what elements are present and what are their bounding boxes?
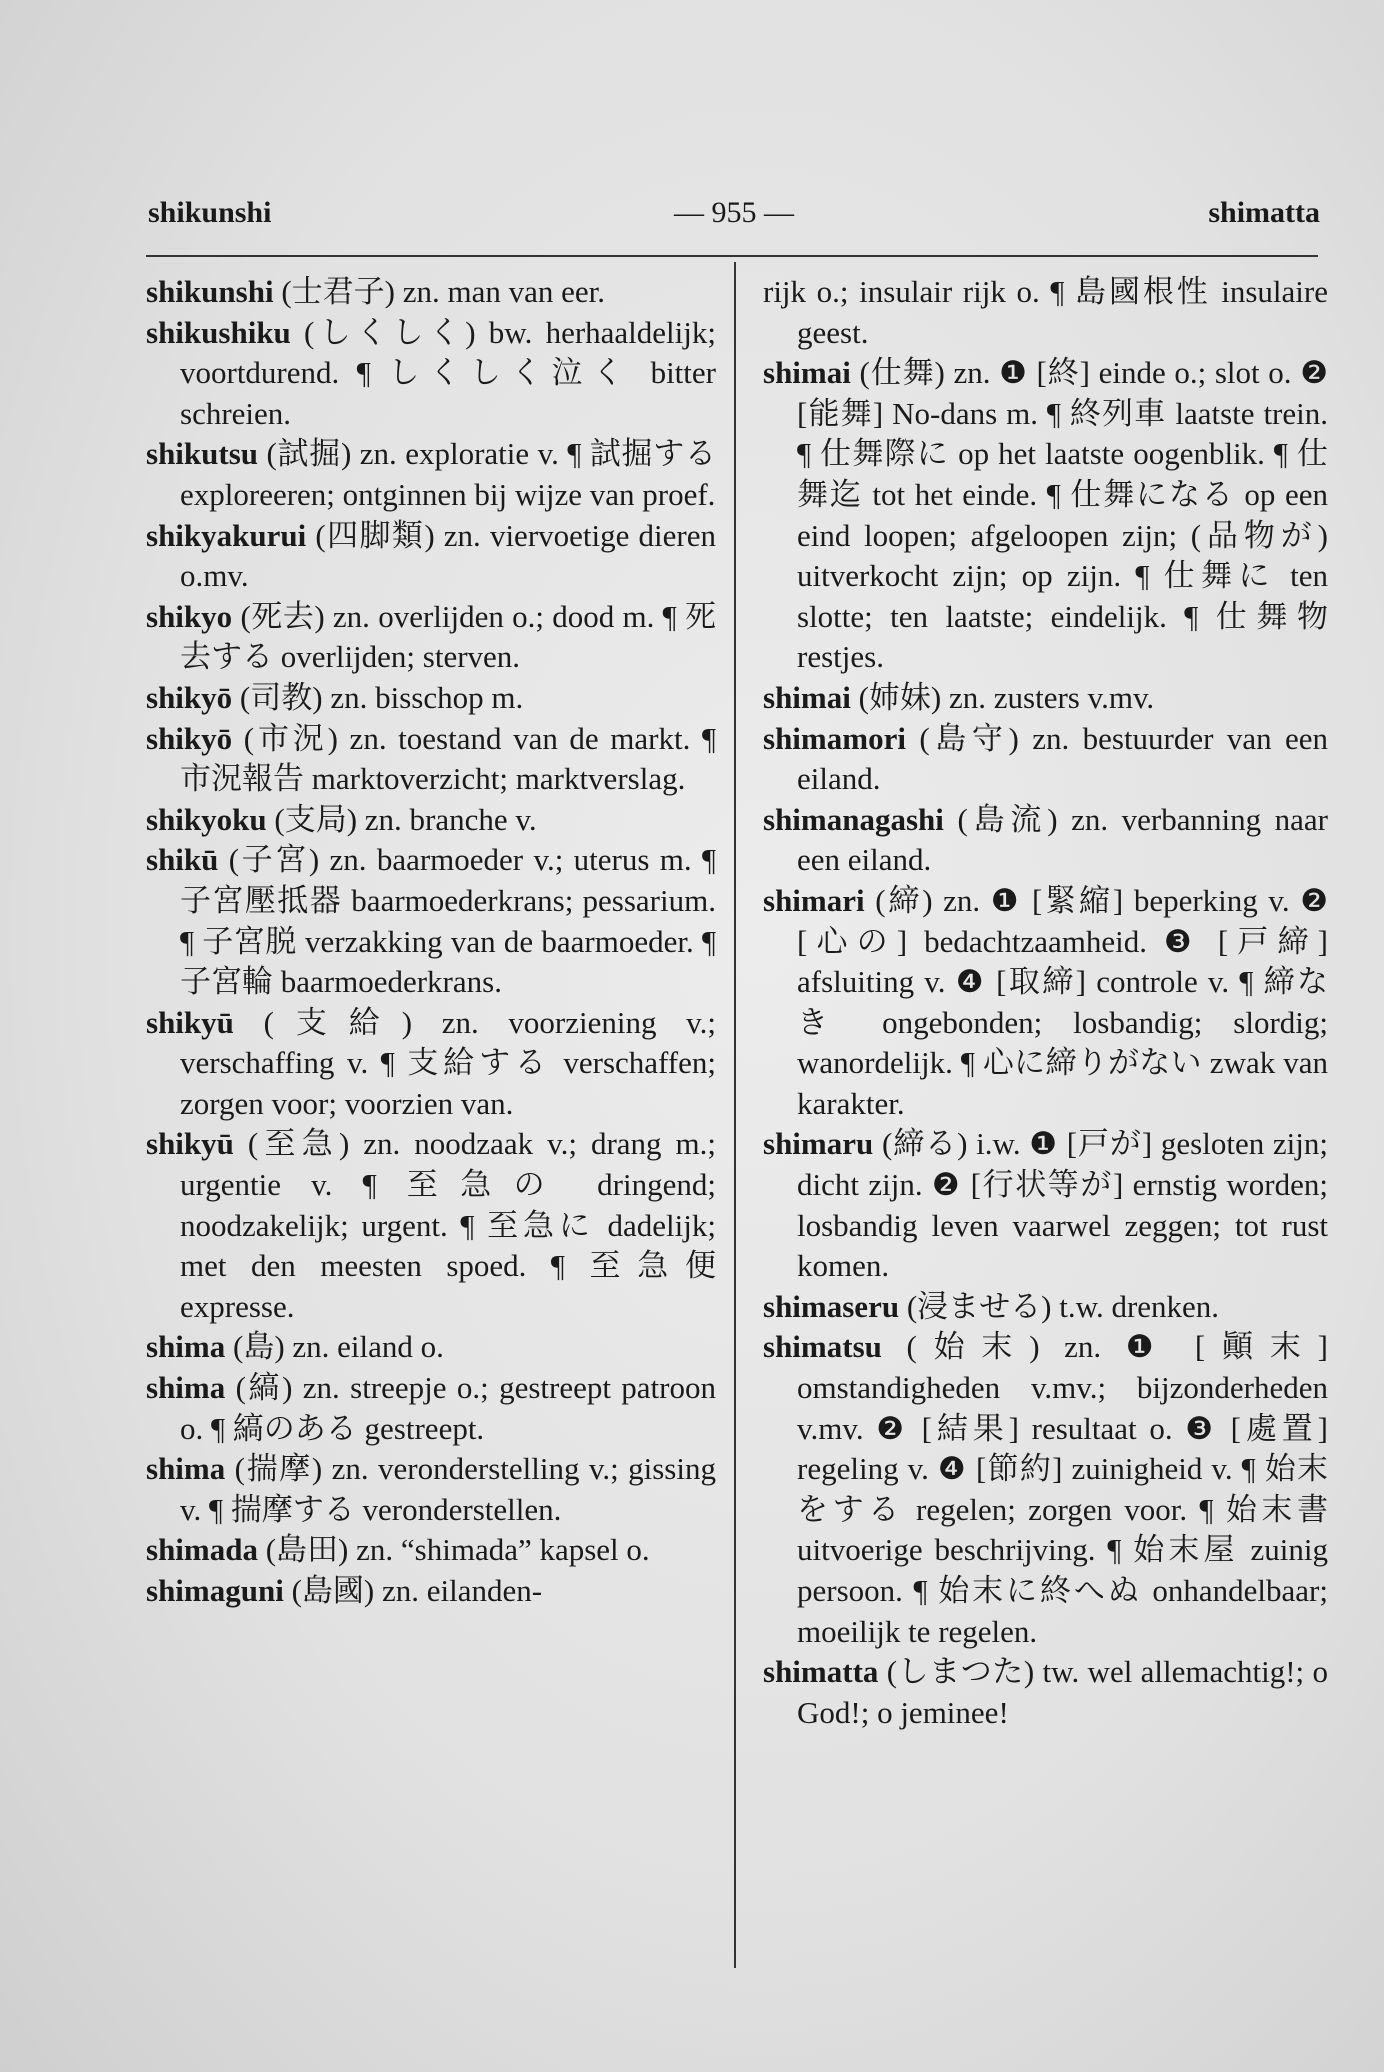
entry-headword: shikyakurui [146, 517, 307, 553]
entry-body: (島流) zn. verbanning naar een eiland. [797, 801, 1328, 878]
page-header [148, 196, 1320, 240]
entry-headword: shima [146, 1370, 226, 1406]
entry-body: rijk o.; insulair rijk o. ¶ 島國根性 insulaire geest. [763, 274, 1328, 350]
entry-headword: shikushiku [146, 314, 291, 350]
dictionary-entry [763, 353, 1328, 678]
dictionary-entry [763, 678, 1328, 719]
entry-headword: shikyū [146, 1004, 234, 1040]
entry-body: (死去) zn. overlijden o.; dood m. ¶ 死去する overlijden; sterven. [180, 598, 716, 675]
entry-body: (支給) zn. voorziening v.; verschaffing v. ¶ 支給する verschaffen; zorgen voor; voorzien van. [180, 1004, 716, 1121]
entry-headword: shikyo [146, 598, 233, 634]
entry-headword: shikyō [146, 679, 233, 715]
dictionary-entry [763, 1124, 1328, 1286]
entry-headword: shimatta [763, 1654, 879, 1690]
dictionary-entry [146, 272, 716, 313]
entry-body: (始末) zn. ❶ [顚末] omstandigheden v.mv.; bijzonderheden v.mv. ❷ [結果] resultaat o. ❸ [處置] regeling v. ❹ [節約] zuinigheid v. ¶ 始末をする regelen; zorgen voor. ¶ 始末書 uitvoerige beschrijving. ¶ 始末屋 zuinig persoon. ¶ 始末に終へぬ onhandelbaar; moeilijk te regelen. [797, 1329, 1328, 1649]
dictionary-entry [763, 1287, 1328, 1328]
entry-body: (至急) zn. noodzaak v.; drang m.; urgentie v. ¶ 至急の dringend; noodzakelijk; urgent. ¶ 至急に dadelijk; met den meesten spoed. ¶ 至急便 expresse. [180, 1126, 716, 1324]
dictionary-entry [146, 800, 716, 841]
entry-headword: shimaguni [146, 1573, 284, 1608]
entry-headword: shikyū [146, 1126, 234, 1162]
dictionary-entry [146, 719, 716, 800]
entry-body: (士君子) zn. man van eer. [273, 274, 605, 309]
entry-body: (しくしく) bw. herhaaldelijk; voortdurend. ¶ しくしく泣く bitter schreien. [180, 314, 716, 431]
entry-body: (しまつた) tw. wel allemachtig!; o God!; o jeminee! [797, 1654, 1328, 1730]
entry-body: (子宮) zn. baarmoeder v.; uterus m. ¶ 子宮壓抵器 baarmoederkrans; pessarium. ¶ 子宮脱 verzakking van de baarmoeder. ¶ 子宮輪 baarmoederkrans. [180, 842, 716, 1000]
entry-headword: shimai [763, 355, 851, 391]
header-rule [146, 255, 1318, 257]
entry-headword: shimaseru [763, 1288, 900, 1324]
dictionary-entry [146, 1449, 716, 1530]
entry-headword: shikyoku [146, 801, 267, 837]
entry-headword: shimada [146, 1532, 258, 1568]
entry-body: (揣摩) zn. veronderstelling v.; gissing v. ¶ 揣摩する veronderstellen. [180, 1451, 716, 1527]
entry-headword: shimatsu [763, 1329, 882, 1365]
dictionary-entry [763, 1652, 1328, 1733]
entry-body: (島國) zn. eilanden- [283, 1573, 543, 1608]
entry-headword: shima [146, 1451, 226, 1487]
page-number: — 955 — [674, 196, 794, 229]
entry-headword: shima [146, 1329, 226, 1365]
left-column [146, 272, 716, 1612]
dictionary-entry-continued [763, 272, 1328, 353]
dictionary-entry [146, 1571, 716, 1612]
left-guide-word: shikunshi [148, 196, 272, 229]
dictionary-entry [146, 1327, 716, 1368]
entry-headword: shimaru [763, 1126, 874, 1162]
entry-body: (支局) zn. branche v. [266, 801, 537, 837]
entry-body: (浸ませる) t.w. drenken. [899, 1288, 1220, 1324]
entry-body: (市況) zn. toestand van de markt. ¶ 市況報告 marktoverzicht; marktverslag. [180, 720, 716, 797]
dictionary-entry [146, 678, 716, 719]
column-divider [734, 262, 736, 1968]
entry-headword: shikutsu [146, 436, 259, 472]
dictionary-entry [146, 1003, 716, 1125]
entry-body: (四脚類) zn. viervoetige dieren o.mv. [180, 517, 716, 594]
entry-body: (姉妹) zn. zusters v.mv. [850, 679, 1155, 715]
dictionary-entry [763, 800, 1328, 881]
dictionary-entry [763, 1327, 1328, 1652]
entry-body: (島守) zn. bestuurder van een eiland. [797, 720, 1328, 797]
dictionary-entry [146, 840, 716, 1002]
entry-body: (締る) i.w. ❶ [戸が] gesloten zijn; dicht zijn. ❷ [行状等が] ernstig worden; losbandig leven vaarwel zeggen; tot rust komen. [797, 1126, 1328, 1284]
right-column [763, 272, 1328, 1733]
dictionary-entry [146, 1124, 716, 1327]
entry-headword: shimamori [763, 720, 906, 756]
dictionary-entry [146, 434, 716, 515]
entry-headword: shikyō [146, 720, 233, 756]
dictionary-entry [146, 313, 716, 435]
entry-headword: shikunshi [146, 274, 274, 309]
entry-headword: shikū [146, 842, 219, 878]
entry-body: (島田) zn. “shimada” kapsel o. [257, 1532, 650, 1568]
dictionary-entry [763, 719, 1328, 800]
entry-body: (締) zn. ❶ [緊縮] beperking v. ❷ [心の] bedachtzaamheid. ❸ [戸締] afsluiting v. ❹ [取締] controle v. ¶ 締なき ongebonden; losbandig; slordig; wanordelijk. ¶ 心に締りがない zwak van karakter. [797, 882, 1328, 1121]
entry-body: (島) zn. eiland o. [225, 1329, 444, 1365]
entry-body: (縞) zn. streepje o.; gestreept patroon o. ¶ 縞のある gestreept. [180, 1370, 716, 1446]
dictionary-entry [146, 516, 716, 597]
dictionary-entry [146, 1368, 716, 1449]
dictionary-entry [763, 881, 1328, 1125]
entry-headword: shimai [763, 679, 851, 715]
right-guide-word: shimatta [1208, 196, 1320, 229]
entry-body: (司教) zn. bisschop m. [232, 679, 524, 715]
entry-body: (試掘) zn. exploratie v. ¶ 試掘する exploreeren; ontginnen bij wijze van proef. [180, 436, 716, 512]
dictionary-entry [146, 1530, 716, 1571]
entry-headword: shimanagashi [763, 801, 944, 837]
dictionary-entry [146, 597, 716, 678]
entry-headword: shimari [763, 882, 865, 918]
entry-body: (仕舞) zn. ❶ [終] einde o.; slot o. ❷ [能舞] No-dans m. ¶ 終列車 laatste trein. ¶ 仕舞際に op het laatste oogenblik. ¶ 仕舞迄 tot het einde. ¶ 仕舞になる op een eind loopen; afgeloopen zijn; (品物が) uitverkocht zijn; op zijn. ¶ 仕舞に ten slotte; ten laatste; eindelijk. ¶ 仕舞物 restjes. [797, 355, 1328, 675]
